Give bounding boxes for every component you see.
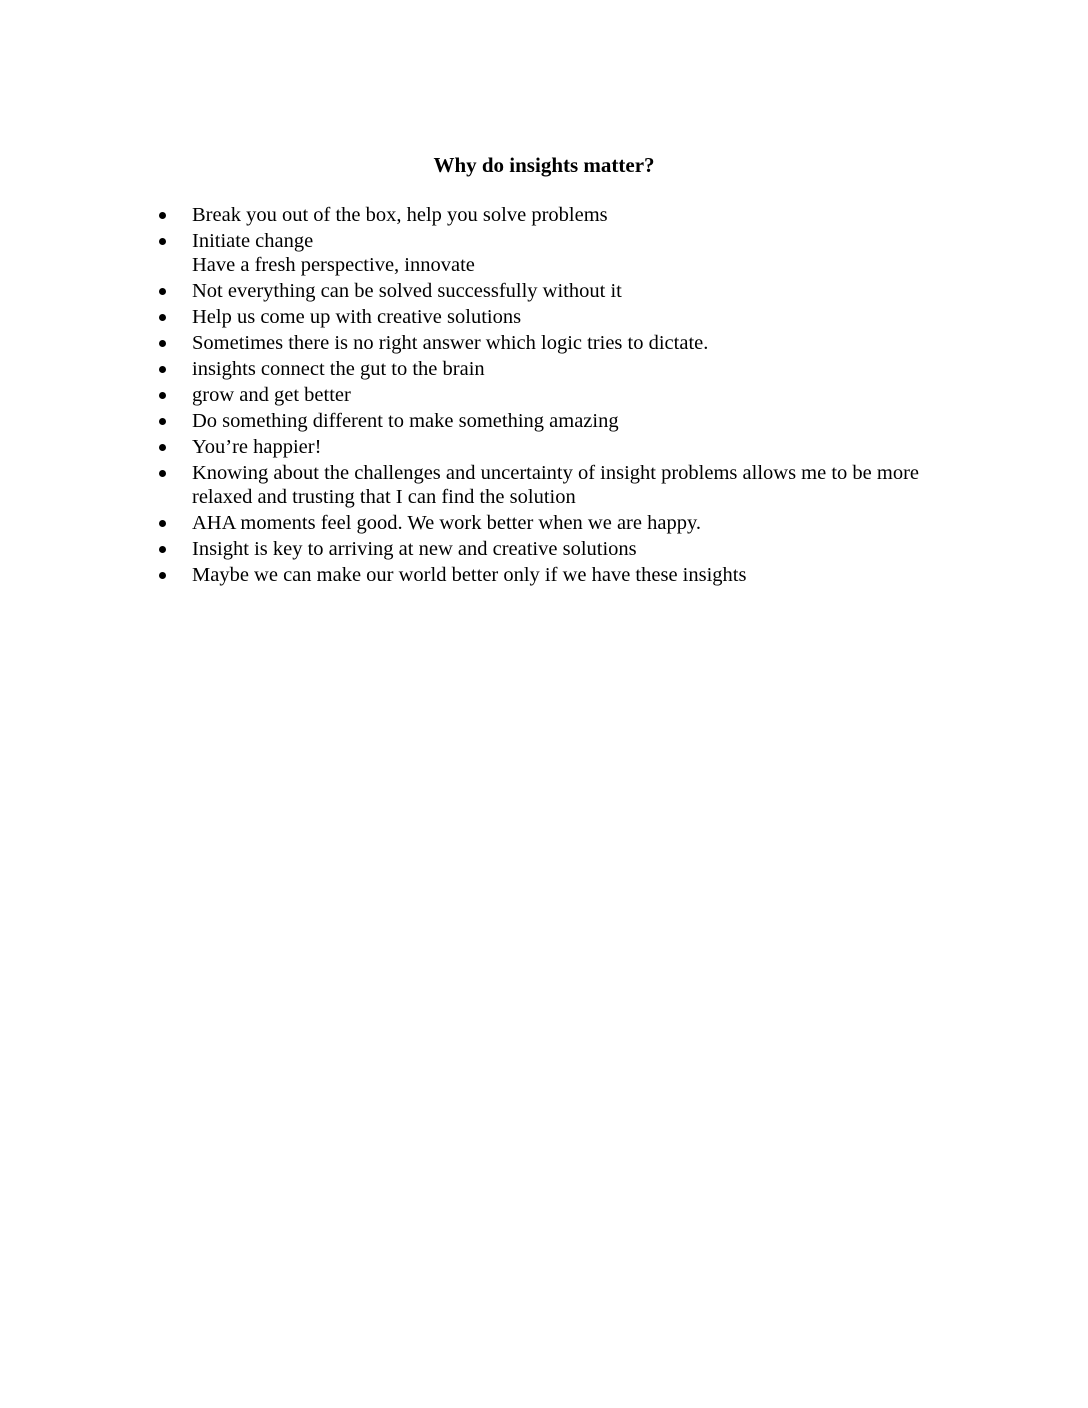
list-item [152, 435, 972, 459]
list-item-text: You’re happier! [192, 436, 322, 458]
bullet-icon [159, 418, 166, 425]
bullet-icon [159, 546, 166, 553]
list-item [152, 511, 972, 535]
bullet-list [152, 203, 972, 589]
list-item-text: AHA moments feel good. We work better when we are happy. [192, 512, 701, 534]
bullet-icon [159, 212, 166, 219]
list-item-text: Sometimes there is no right answer which logic tries to dictate. [192, 332, 709, 354]
list-item-text-continuation: relaxed and trusting that I can find the solution [192, 486, 576, 508]
bullet-icon [159, 366, 166, 373]
bullet-icon [159, 470, 166, 477]
list-item-text: Insight is key to arriving at new and creative solutions [192, 538, 637, 560]
list-item [152, 331, 972, 355]
list-item-text: grow and get better [192, 384, 351, 406]
bullet-icon [159, 288, 166, 295]
list-item-text: Initiate change [192, 230, 314, 252]
list-item-text: Maybe we can make our world better only if we have these insights [192, 564, 747, 586]
list-item [152, 305, 972, 329]
list-item [152, 563, 972, 587]
list-item-text-continuation: Have a fresh perspective, innovate [192, 254, 475, 276]
list-item-text: Do something different to make something amazing [192, 410, 619, 432]
list-item-text: Not everything can be solved successfully without it [192, 280, 622, 302]
bullet-icon [159, 444, 166, 451]
list-item [152, 383, 972, 407]
bullet-icon [159, 392, 166, 399]
list-item [152, 357, 972, 381]
list-item-text: Break you out of the box, help you solve problems [192, 204, 608, 226]
bullet-icon [159, 572, 166, 579]
bullet-icon [159, 340, 166, 347]
list-item [152, 537, 972, 561]
list-item [152, 461, 972, 509]
list-item-text: insights connect the gut to the brain [192, 358, 485, 380]
bullet-icon [159, 314, 166, 321]
list-item [152, 229, 972, 277]
list-item [152, 409, 972, 433]
list-item [152, 279, 972, 303]
list-item [152, 203, 972, 227]
bullet-icon [159, 520, 166, 527]
list-item-text: Knowing about the challenges and uncertainty of insight problems allows me to be more [192, 462, 920, 484]
bullet-icon [159, 238, 166, 245]
document-title: Why do insights matter? [433, 153, 655, 177]
list-item-text: Help us come up with creative solutions [192, 306, 522, 328]
